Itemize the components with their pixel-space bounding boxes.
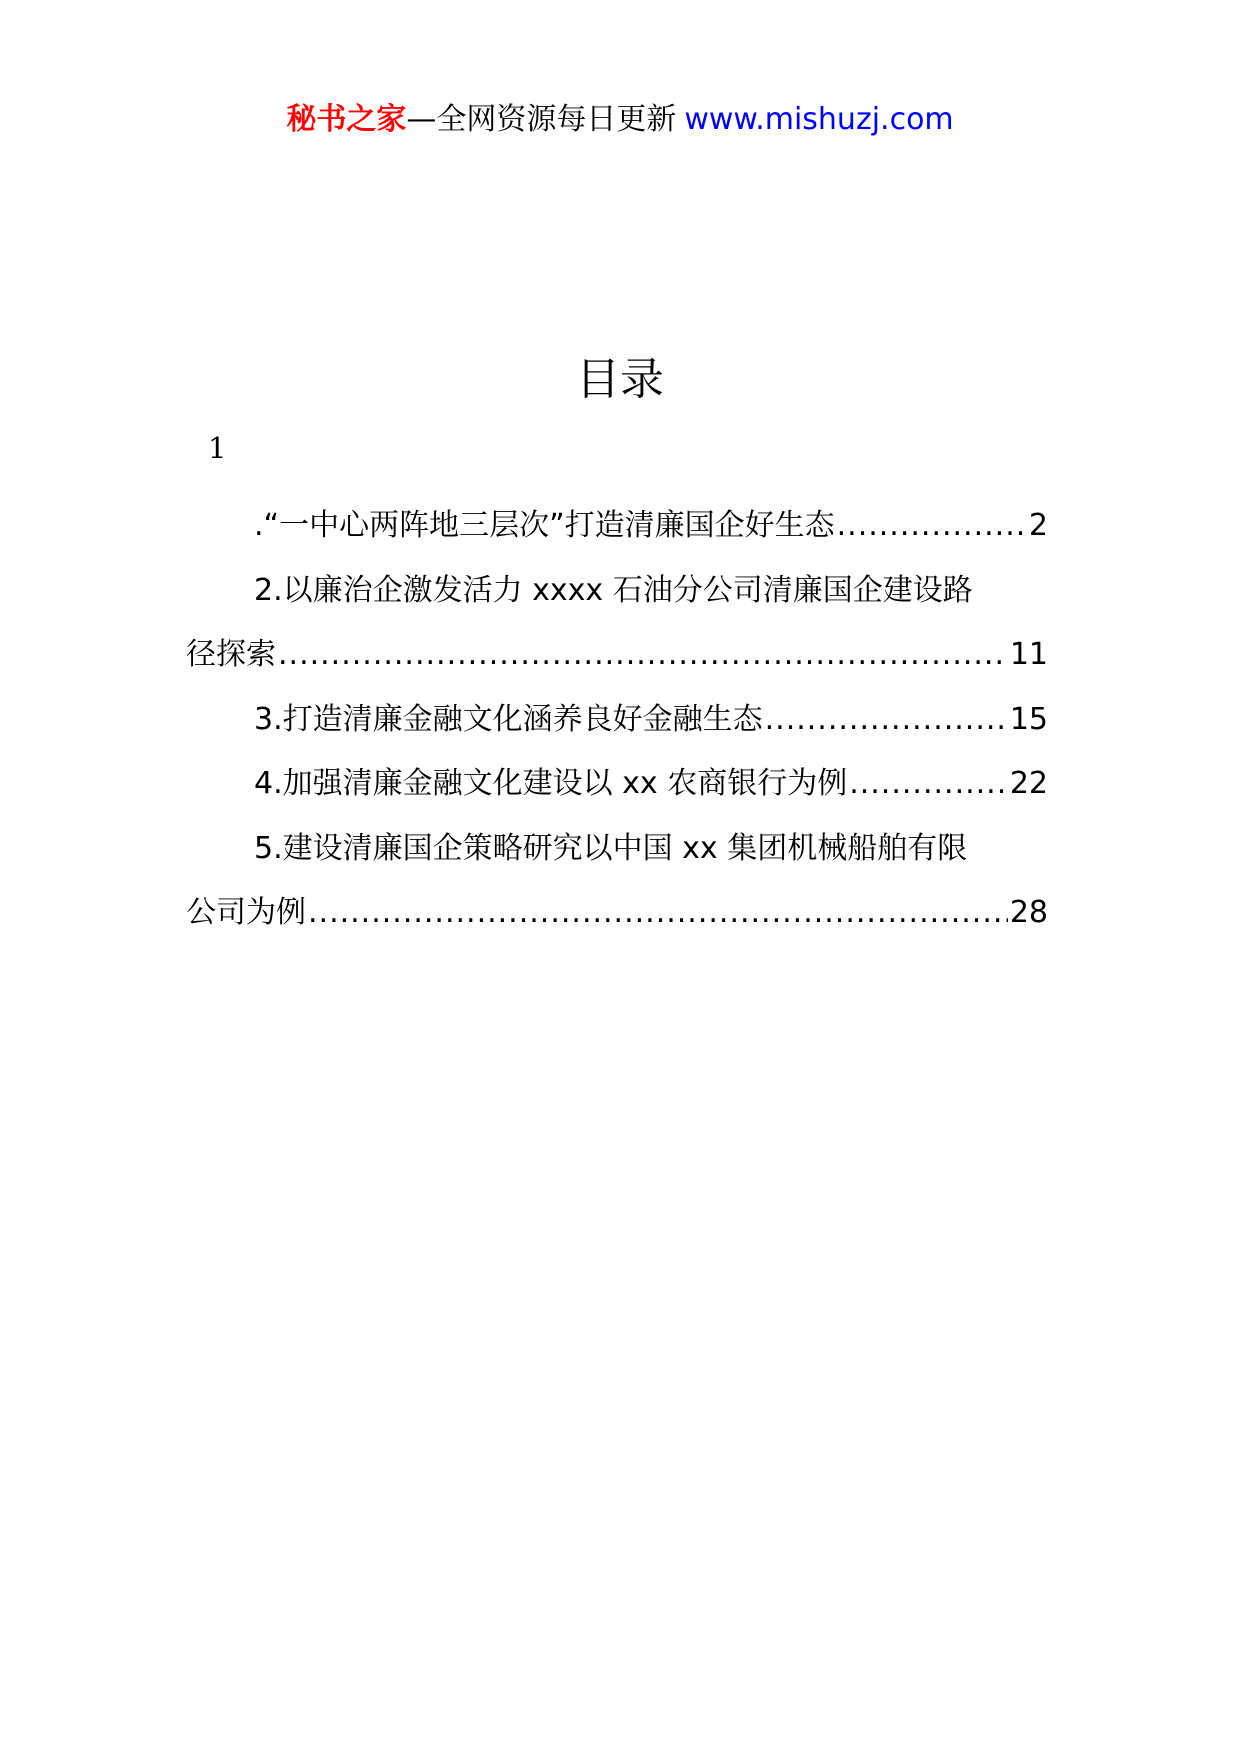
watermark-header — [0, 100, 1240, 140]
header-tagline: —全网资源每日更新 — [406, 102, 677, 137]
toc-entry-title-continued: 公司为例 — [186, 895, 306, 930]
toc-entry-title-continued: 径探索 — [186, 637, 276, 672]
site-url-link[interactable]: www.mishuzj.com — [684, 102, 954, 137]
toc-leader-dots — [837, 494, 1027, 559]
toc-leader-dots — [765, 688, 1008, 753]
toc-entry-title: 4.加强清廉金融文化建设以 xx 农商银行为例 — [254, 766, 848, 801]
toc-entry-5-continuation[interactable] — [186, 881, 1048, 946]
toc-entry-title: 3.打造清廉金融文化涵养良好金融生态 — [254, 701, 763, 737]
toc-entry-5[interactable] — [186, 817, 1048, 882]
toc-page-number: 2 — [1028, 508, 1048, 543]
toc-entry-2[interactable] — [186, 559, 1048, 624]
toc-entry-2-continuation[interactable] — [186, 623, 1048, 688]
toc-entry-3[interactable] — [186, 688, 1048, 753]
brand-name: 秘书之家 — [286, 102, 407, 137]
toc-entry-4[interactable] — [186, 752, 1048, 817]
toc-title: 目录 — [576, 354, 664, 405]
toc-page-number: 28 — [1009, 895, 1048, 930]
toc-page-number: 22 — [1009, 766, 1048, 801]
toc-leader-dots — [849, 752, 1008, 817]
toc-leader-dots — [278, 623, 1008, 688]
toc-entry-title: .“一中心两阵地三层次”打造清廉国企好生态 — [254, 508, 835, 543]
toc-entry-1[interactable] — [186, 494, 1048, 559]
toc-page-number: 11 — [1009, 637, 1048, 672]
toc-entry-title: 2.以廉治企激发活力 xxxx 石油分公司清廉国企建设路 — [254, 572, 973, 608]
stray-page-number: 1 — [208, 431, 227, 465]
toc-leader-dots — [308, 881, 1008, 946]
toc-entry-title: 5.建设清廉国企策略研究以中国 xx 集团机械船舶有限 — [254, 830, 968, 866]
table-of-contents — [186, 494, 1048, 946]
toc-page-number: 15 — [1009, 701, 1048, 737]
